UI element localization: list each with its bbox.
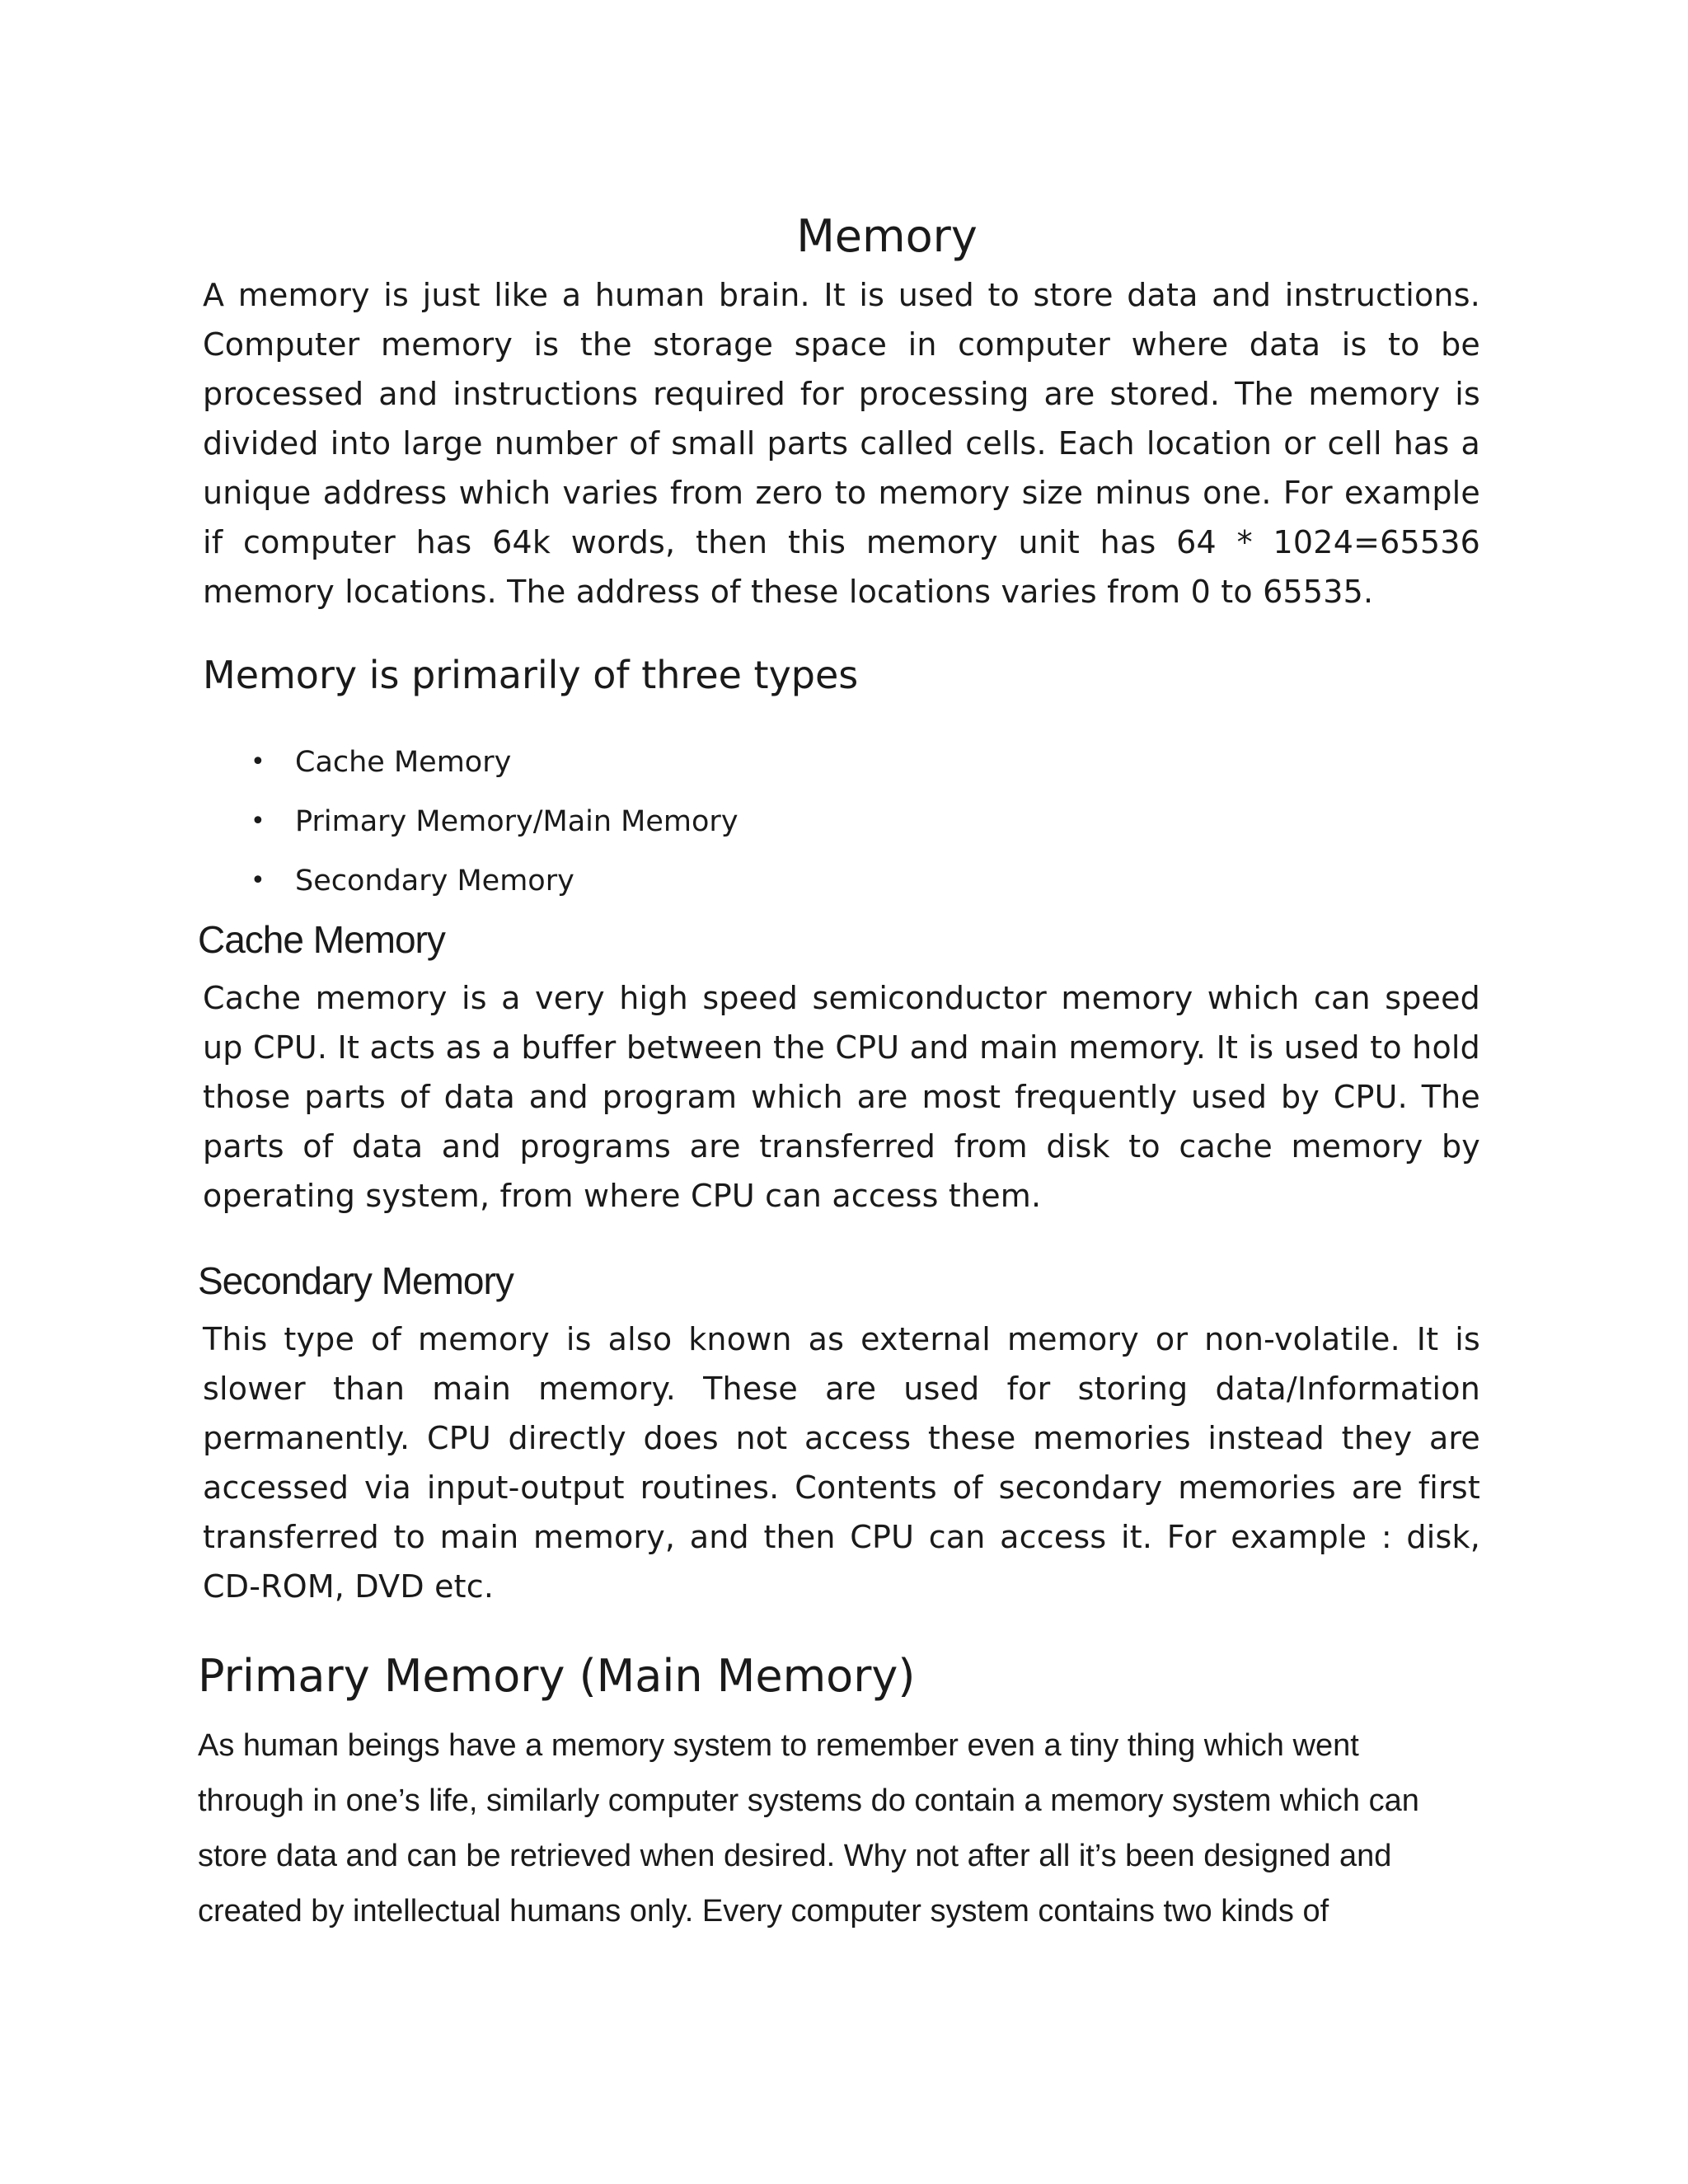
bullet-icon: • — [251, 866, 265, 896]
primary-memory-paragraph: As human beings have a memory system to remember even a tiny thing which went through in one’s life, similarly computer systems do contain a memory system which can store data and can be retrieved when desired. Why not after all it’s been designed and created by intellectual humans only. Every computer system contains two kinds of — [198, 1728, 1419, 1929]
primary-memory-heading: Primary Memory (Main Memory) — [198, 1649, 916, 1702]
bullet-icon: • — [251, 748, 265, 777]
intro-paragraph: A memory is just like a human brain. It is used to store data and instructions. Computer memory is the storage space in computer where data is to be processed and instructions required for processing are stored. The memory is divided into large number of small parts called cells. Each location or cell has a unique address which varies from zero to memory size minus one. For example if computer has 64k words, then this memory unit has 64 * 1024=65536 memory locations. The address of these locations varies from 0 to 65535. — [203, 277, 1480, 611]
list-item — [251, 733, 1480, 792]
list-item-label: Primary Memory/Main Memory — [295, 805, 738, 839]
memory-types-heading: Memory is primarily of three types — [203, 653, 859, 698]
list-item-label: Cache Memory — [295, 746, 512, 780]
page-title: Memory — [796, 210, 978, 262]
cache-memory-paragraph: Cache memory is a very high speed semiconductor memory which can speed up CPU. It acts as a buffer between the CPU and main memory. It is used to hold those parts of data and program which are most frequently used by CPU. The parts of data and programs are transferred from disk to cache memory by operating system, from where CPU can access them. — [203, 980, 1480, 1215]
list-item-label: Secondary Memory — [295, 865, 574, 898]
bullet-icon: • — [251, 807, 265, 837]
memory-types-list — [203, 733, 1480, 911]
secondary-memory-heading: Secondary Memory — [198, 1259, 513, 1303]
secondary-memory-paragraph: This type of memory is also known as external memory or non-volatile. It is slower than main memory. These are used for storing data/Information permanently. CPU directly does not access these memories instead they are accessed via input-output routines. Contents of secondary memories are first transferred to main memory, and then CPU can access it. For example : disk, CD-ROM, DVD etc. — [203, 1320, 1480, 1605]
document-content — [198, 208, 1480, 1939]
list-item — [251, 792, 1480, 851]
cache-memory-heading: Cache Memory — [198, 918, 445, 962]
list-item — [251, 851, 1480, 911]
